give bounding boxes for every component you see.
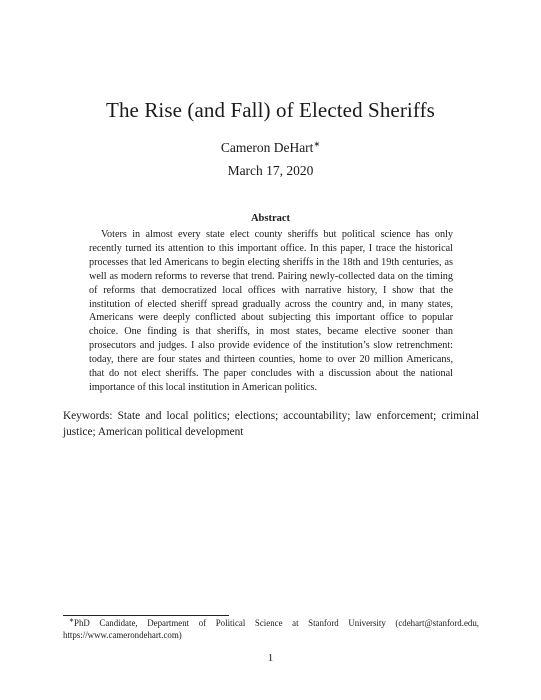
author-line	[0, 140, 541, 156]
author-name: Cameron DeHart	[220, 140, 314, 155]
keywords: Keywords: State and local politics; elections; accountability; law enforcement; criminal justice; American political development	[63, 410, 479, 438]
abstract-body: Voters in almost every state elect county sheriffs but political science has only recently turned its attention to this important office. In this paper, I trace the historical processes that led Americans to begin electing sheriffs in the 18th and 19th centuries, as well as modern reforms to reverse that trend. Pairing newly-collected data on the timing of reforms that democratized local offices with narrative history, I show that the institution of elected sheriff spread gradually across the country and, in many states, Americans were deeply conflicted about subjecting this important office to popular choice. One finding is that sheriffs, in most states, became elective sooner than prosecutors and judges. I also provide evidence of the institution’s slow retrenchment: today, there are four states and thirteen counties, home to over 20 million Americans, that do not elect sheriffs. The paper concludes with a discussion about the national importance of this local institution in American politics.	[89, 229, 453, 393]
abstract-heading: Abstract	[250, 213, 291, 224]
footnote	[63, 617, 479, 641]
footnote-mark: ∗	[69, 618, 75, 625]
paper-date: March 17, 2020	[227, 163, 314, 178]
footnote-rule	[63, 615, 229, 616]
author-footnote-mark: ∗	[313, 139, 321, 149]
footnote-text: PhD Candidate, Department of Political Science at Stanford University (cdehart@stanford.edu, https://www.camerondehart.com)	[63, 618, 479, 640]
paper-title: The Rise (and Fall) of Elected Sheriffs	[106, 98, 435, 122]
page-number: 1	[267, 652, 274, 664]
